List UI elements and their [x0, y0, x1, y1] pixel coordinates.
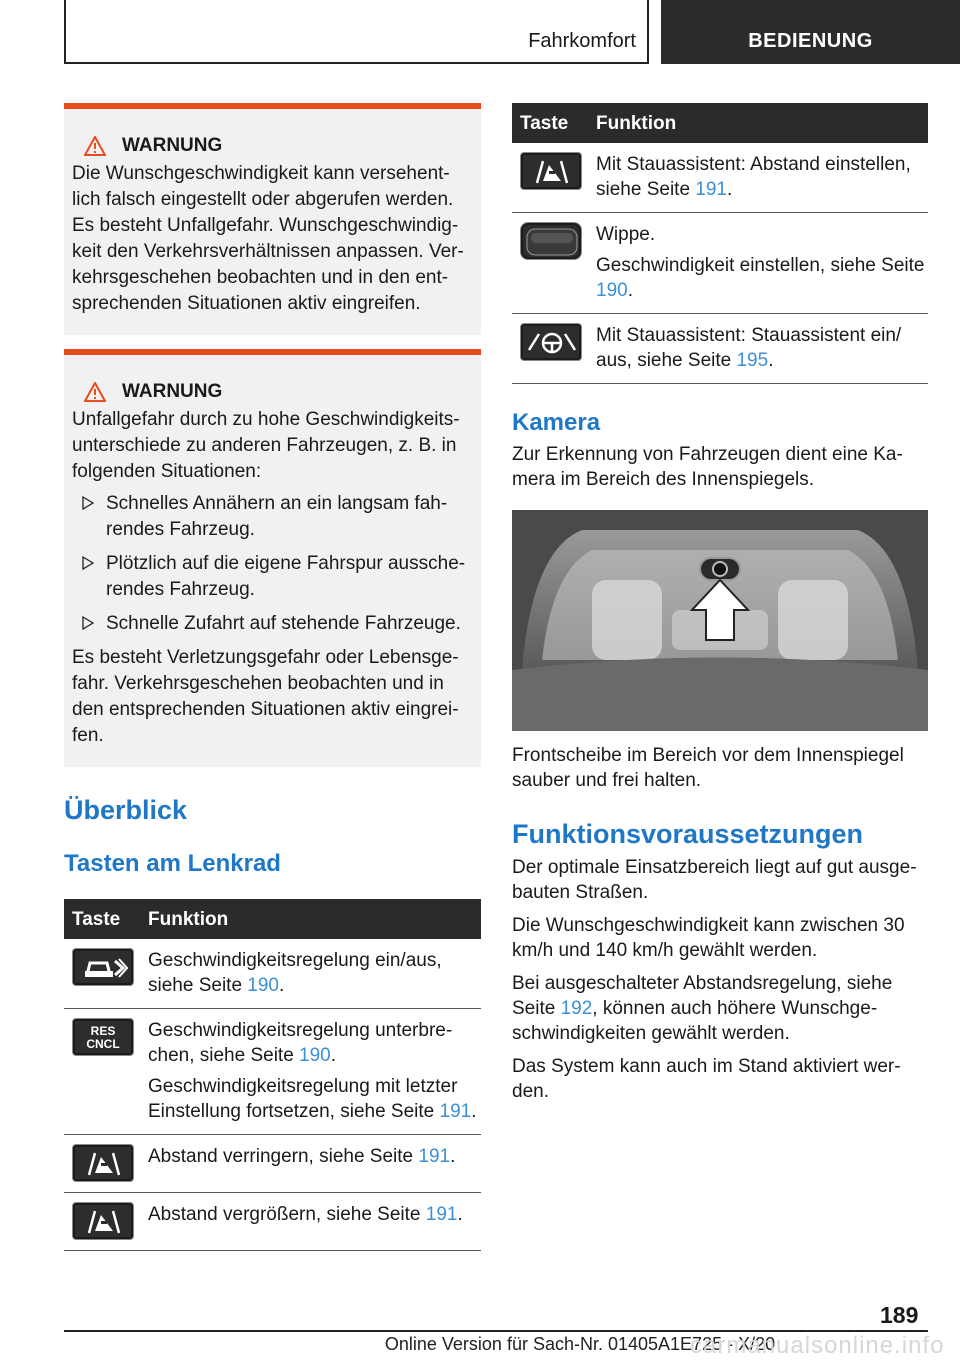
page-link[interactable]: 191	[439, 1101, 472, 1122]
warning-box-2	[64, 349, 481, 767]
p3-text: Bei ausgeschalteter Abstandsregelung, siehe Seite	[512, 973, 893, 1019]
camera-illustration	[512, 510, 928, 731]
footer-online-version: Online Version für Sach-Nr. 01405A1E725 - X/20	[384, 1334, 776, 1354]
distance-icon	[72, 1202, 134, 1240]
row-suffix: .	[330, 1045, 337, 1066]
row-suffix: .	[279, 975, 285, 996]
table-row	[512, 143, 928, 213]
header-line-bottom	[64, 62, 648, 64]
camera-text-block	[512, 442, 928, 492]
right-column	[512, 103, 928, 1104]
warning-list	[72, 491, 471, 637]
warning-text: Die Wunschgeschwindigkeit kann versehentlich falsch eingestellt oder abgerufen werden. Es besteht Unfallgefahr. Wunschgeschwindigkeit den Verkehrsverhältnissen anpassen. Verkehrsgeschehen beobachten und in den entsprechenden Situationen aktiv eingreifen.	[72, 163, 464, 314]
rocker-switch-icon	[520, 222, 582, 260]
col-header-function: Funktion	[140, 899, 481, 939]
list-item	[72, 611, 471, 637]
row-text: Geschwindigkeitsregelung unterbrechen, siehe Seite	[148, 1020, 453, 1066]
row-text: Geschwindigkeit einstellen, siehe Seite	[596, 255, 925, 276]
row-text: Mit Stauassistent: Stauassistent ein/ aus, siehe Seite	[596, 325, 902, 371]
list-item	[72, 491, 471, 543]
row-suffix: .	[768, 350, 774, 371]
steering-keys-table-continued	[512, 103, 928, 384]
row-text: Mit Stauassistent: Abstand einstellen, siehe Seite	[596, 154, 911, 200]
list-item-text: Schnelle Zufahrt auf stehende Fahrzeuge.	[106, 613, 461, 634]
windshield-camera-photo	[512, 510, 928, 731]
row-suffix: .	[471, 1101, 477, 1122]
overview-heading: Überblick	[64, 795, 188, 825]
p3-text: , können auch höhere Wunschgeschwindigkeiten gewählt werden.	[512, 998, 878, 1044]
row-suffix: .	[450, 1146, 456, 1167]
distance-icon	[72, 1144, 134, 1182]
table-row	[512, 314, 928, 384]
row-suffix: .	[627, 280, 633, 301]
requirements-p1: Der optimale Einsatzbereich liegt auf gut ausgebauten Straßen.	[512, 857, 917, 903]
requirements-p2: Die Wunschgeschwindigkeit kann zwischen 30 km/h und 140 km/h gewählt werden.	[512, 915, 905, 961]
page-link[interactable]: 191	[425, 1204, 458, 1225]
warning-intro: Unfallgefahr durch zu hohe Geschwindigkeitsunterschiede zu anderen Fahrzeugen, z. B. in folgenden Situationen:	[72, 409, 460, 482]
page-link[interactable]: 191	[418, 1146, 451, 1167]
steering-keys-table	[64, 899, 481, 1251]
page-link[interactable]: 190	[247, 975, 279, 996]
steering-keys-heading: Tasten am Lenkrad	[64, 850, 281, 877]
distance-icon	[520, 152, 582, 190]
camera-heading: Kamera	[512, 409, 601, 436]
left-column	[64, 103, 481, 1251]
col-header-key: Taste	[512, 103, 588, 143]
bullet-triangle-icon	[82, 616, 94, 630]
requirements-p3	[512, 971, 928, 1046]
page-link[interactable]: 190	[299, 1045, 331, 1066]
page-link[interactable]: 192	[560, 998, 593, 1019]
table-row	[64, 1135, 481, 1193]
warning-title: WARNUNG	[122, 135, 223, 156]
row-text: Abstand verringern, siehe Seite	[148, 1146, 419, 1167]
key-label: RES CNCL	[86, 1024, 120, 1051]
bullet-triangle-icon	[82, 496, 94, 510]
header-line-divider	[647, 0, 649, 64]
col-header-key: Taste	[64, 899, 140, 939]
list-item-text: Schnelles Annähern an ein langsam fahrendes Fahrzeug.	[106, 493, 448, 540]
camera-caption: Frontscheibe im Bereich vor dem Innenspiegel sauber und frei halten.	[512, 745, 904, 791]
page-number: 189	[880, 1302, 919, 1328]
row-text: Abstand vergrößern, siehe Seite	[148, 1204, 426, 1225]
traffic-jam-assistant-icon	[520, 323, 582, 361]
col-header-function: Funktion	[588, 103, 928, 143]
row-text: Geschwindigkeitsregelung ein/aus, siehe Seite	[148, 950, 442, 996]
warning-heading	[72, 133, 471, 159]
watermark: carmanualsonline.info	[690, 1332, 945, 1359]
row-suffix: .	[457, 1204, 463, 1225]
table-row	[64, 939, 481, 1009]
page-link[interactable]: 190	[596, 280, 628, 301]
camera-text: Zur Erkennung von Fahrzeugen dient eine Kamera im Bereich des Innenspiegels.	[512, 444, 903, 490]
warning-outro: Es besteht Verletzungsgefahr oder Lebensgefahr. Verkehrsgeschehen beobachten und in den entsprechenden Situationen aktiv eingreifen.	[72, 647, 459, 746]
warning-triangle-icon	[84, 136, 106, 156]
requirements-p4: Das System kann auch im Stand aktiviert werden.	[512, 1056, 901, 1102]
requirements-heading: Funktionsvoraussetzungen	[512, 819, 864, 849]
warning-title: WARNUNG	[122, 381, 223, 402]
row-text: Geschwindigkeitsregelung mit letzter Einstellung fortsetzen, siehe Seite	[148, 1076, 458, 1122]
header-section-title: Fahrkomfort	[528, 30, 636, 52]
header-line-left	[64, 0, 66, 64]
page-link[interactable]: 191	[695, 179, 727, 200]
row-text: Wippe.	[596, 224, 656, 245]
warning-triangle-icon	[84, 382, 106, 402]
bullet-triangle-icon	[82, 556, 94, 570]
list-item-text: Plötzlich auf die eigene Fahrspur ausscherendes Fahrzeug.	[106, 553, 466, 600]
cruise-control-icon	[72, 948, 134, 986]
requirements-text	[512, 855, 928, 1104]
table-row	[64, 1009, 481, 1135]
row-suffix: .	[727, 179, 733, 200]
warning-heading	[72, 379, 471, 405]
table-row	[64, 1193, 481, 1251]
page-link[interactable]: 195	[736, 350, 769, 371]
res-cncl-key	[72, 1018, 134, 1056]
list-item	[72, 551, 471, 603]
table-row	[512, 213, 928, 314]
header-chapter-tab[interactable]: BEDIENUNG	[661, 0, 960, 64]
warning-box-1	[64, 103, 481, 335]
camera-caption-block	[512, 743, 928, 793]
